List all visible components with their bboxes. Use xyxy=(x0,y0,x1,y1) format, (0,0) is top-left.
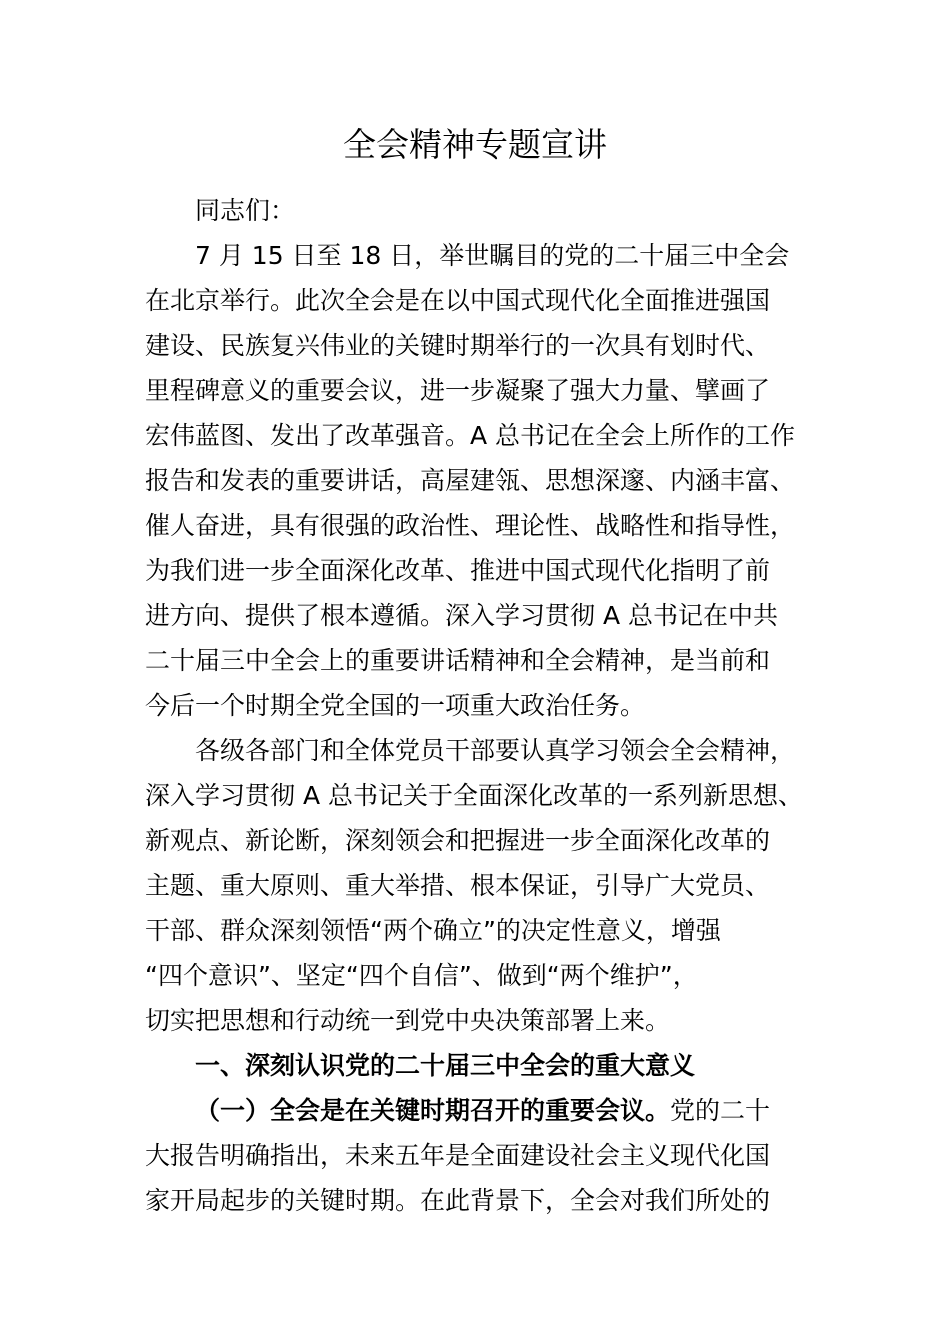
subsection-lead: （一）全会是在关键时期召开的重要会议。 xyxy=(195,1096,671,1125)
paragraph-2: 各级各部门和全体党员干部要认真学习领会全会精神， 深入学习贯彻 A 总书记关于全面深化改革的一系列新思想、 新观点、新论断，深刻领会和把握进一步全面深化改革的 主题、重大原则、重大举措、根本保证，引导广大党员、 干部、群众深刻领悟“两个确立”的决定性意义，增强 “四个意识”、坚定“四个自信”、做到“两个维护”， 切实把思想和行动统一到党中央决策部署上来。 xyxy=(145,736,803,1035)
document-body xyxy=(145,188,810,1223)
subsection-paragraph xyxy=(145,1088,810,1223)
paragraph-1: 7 月 15 日至 18 日，举世瞩目的党的二十届三中全会 在北京举行。此次全会是在以中国式现代化全面推进强国 建设、民族复兴伟业的关键时期举行的一次具有划时代、 里程碑意义的重要会议，进一步凝聚了强大力量、擘画了 宏伟蓝图、发出了改革强音。A 总书记在全会上所作的工作 报告和发表的重要讲话，高屋建瓴、思想深邃、内涵丰富、 催人奋进，具有很强的政治性、理论性、战略性和指导性， 为我们进一步全面深化改革、推进中国式现代化指明了前 进方向、提供了根本遵循。深入学习贯彻 A 总书记在中共 二十届三中全会上的重要讲话精神和全会精神，是当前和 今后一个时期全党全国的一项重大政治任务。 xyxy=(145,241,796,720)
subsection-text: 党的二十 大报告明确指出，未来五年是全面建设社会主义现代化国 家开局起步的关键时期。在此背景下，全会对我们所处的 xyxy=(145,1096,771,1215)
section-heading: 一、深刻认识党的二十届三中全会的重大意义 xyxy=(195,1051,696,1080)
salutation: 同志们： xyxy=(195,196,296,225)
document-title: 全会精神专题宣讲 xyxy=(343,125,607,164)
